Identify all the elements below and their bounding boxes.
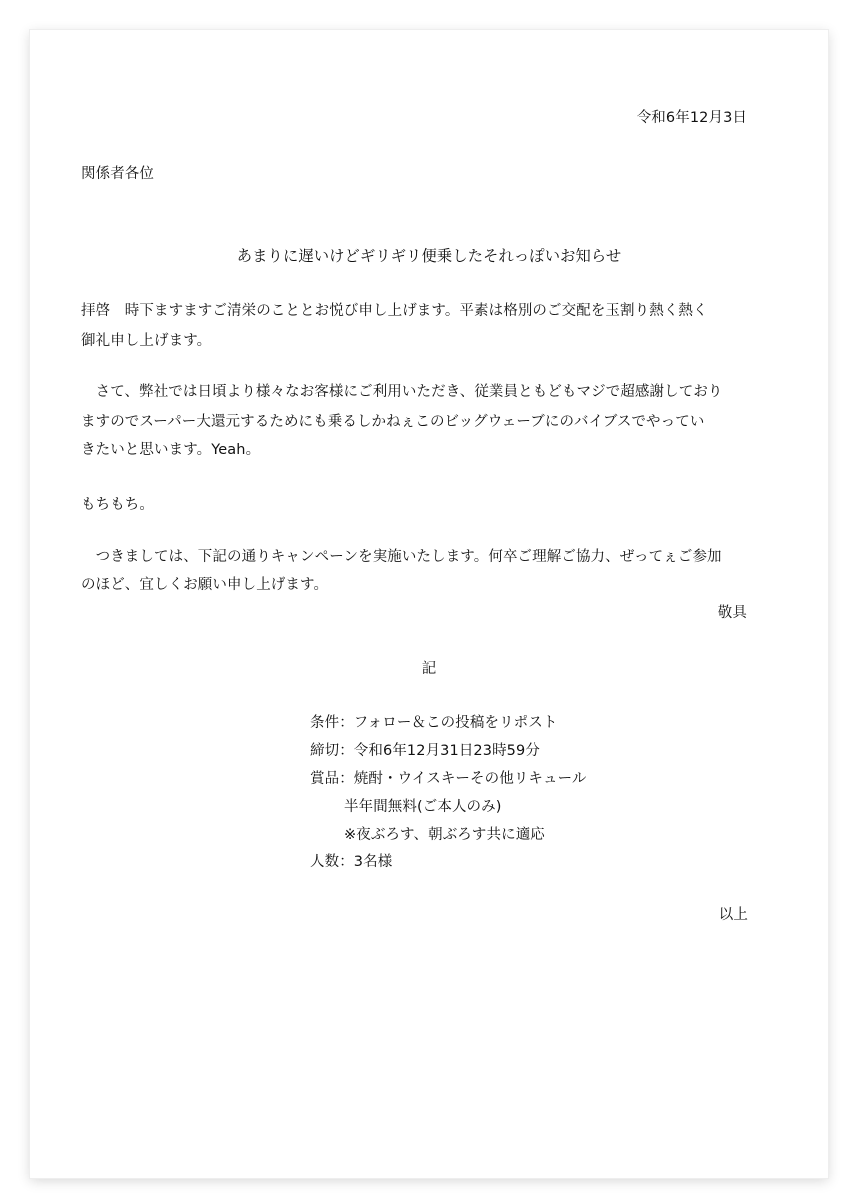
closing-phrase: 敬具 [717, 605, 747, 621]
document-title: あまりに遅いけどギリギリ便乗したそれっぽいお知らせ [236, 247, 622, 265]
campaign-detail-continuation: ※夜ぶろす、朝ぶろす共に適応 [344, 827, 545, 843]
body-paragraph-line: ますのでスーパー大還元するためにも乗るしかねぇこのビッグウェーブにのバイブスでやってい [81, 414, 705, 430]
document-date: 令和6年12月3日 [636, 110, 747, 126]
campaign-detail-item: 条件：フォロー＆この投稿をリポスト [310, 715, 558, 731]
opening-paragraph-line: 拝啓 時下ますますご清栄のこととお悦び申し上げます。平素は格別のご交配を玉割り熱く熱く [81, 303, 708, 319]
campaign-detail-item: 人数：3名様 [310, 854, 393, 870]
body-paragraph-line: きたいと思います。Yeah。 [81, 442, 261, 458]
campaign-paragraph-line: のほど、宜しくお願い申し上げます。 [81, 577, 329, 593]
campaign-detail-item: 賞品：焼酎・ウイスキーその他リキュール [310, 771, 587, 787]
body-paragraph-line: さて、弊社では日頃より様々なお客様にご利用いただき、従業員ともどもマジで超感謝しており [81, 384, 723, 400]
campaign-detail-continuation: 半年間無料(ご本人のみ) [344, 799, 502, 815]
campaign-detail-item: 締切：令和6年12月31日23時59分 [310, 743, 540, 759]
opening-paragraph-line: 御礼申し上げます。 [81, 333, 212, 349]
recipient-line: 関係者各位 [81, 166, 154, 182]
end-mark: 以上 [718, 907, 748, 923]
document-page [30, 30, 828, 1178]
campaign-paragraph-line: つきましては、下記の通りキャンペーンを実施いたします。何卒ご理解ご協力、ぜってぇご参加 [81, 549, 722, 565]
note-heading: 記 [421, 661, 437, 677]
short-message: もちもち。 [81, 497, 154, 513]
